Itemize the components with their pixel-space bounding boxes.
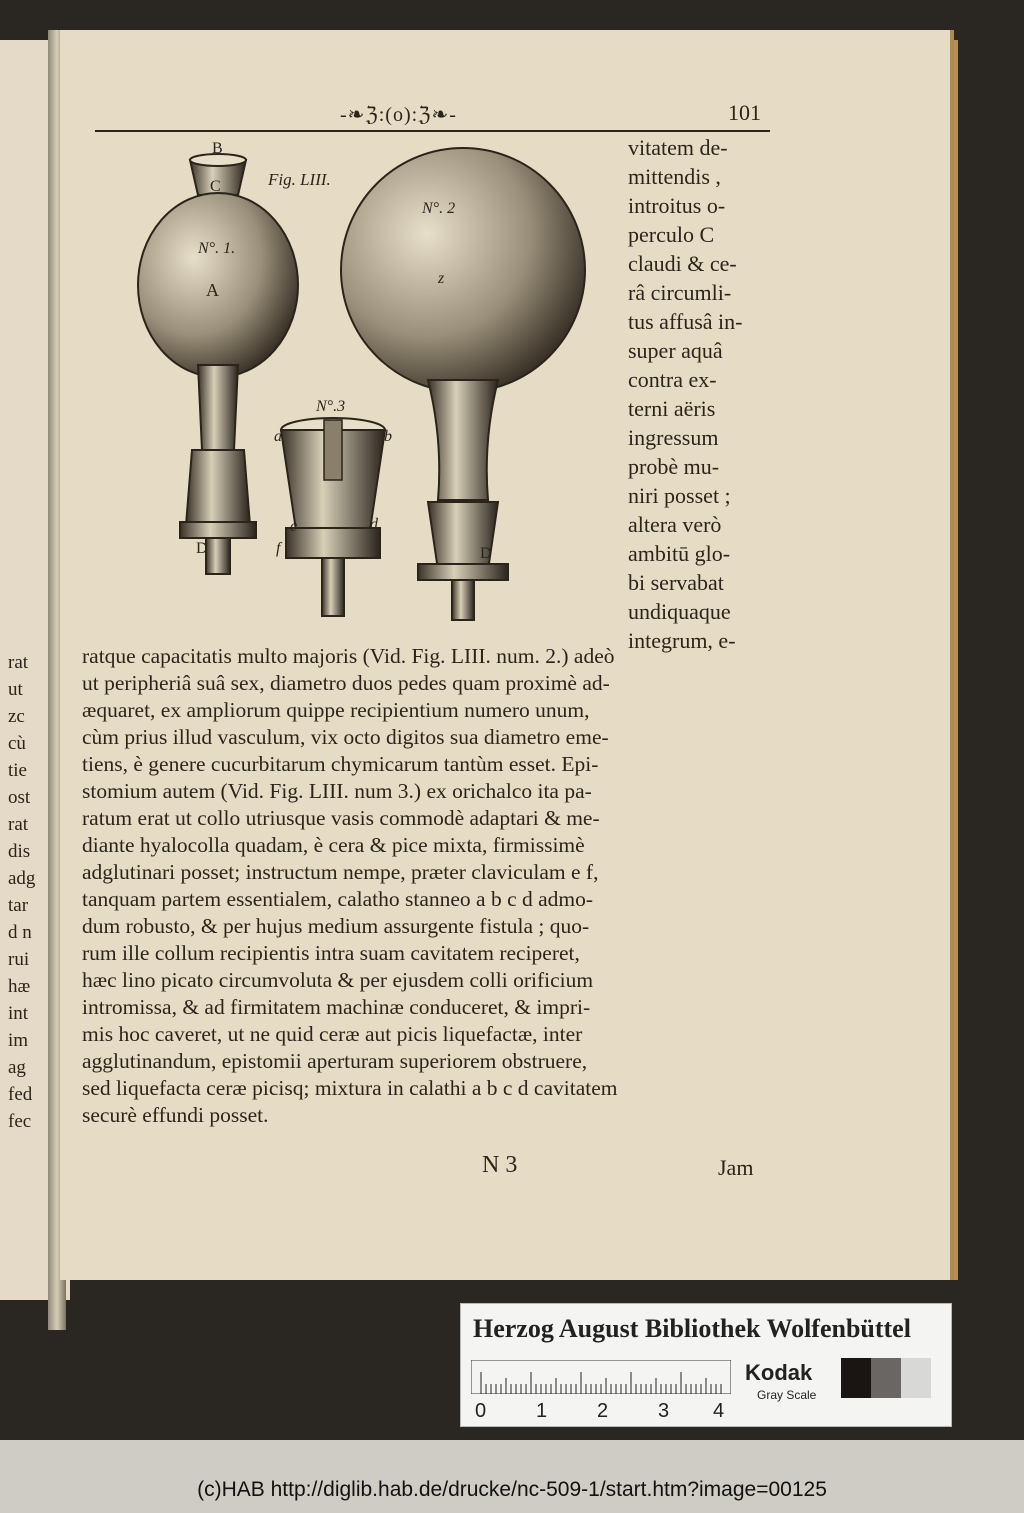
library-name: Herzog August Bibliothek Wolfenbüttel	[473, 1314, 911, 1343]
body-line: dum robusto, & per hujus medium assurgente fistula ; quo-	[82, 914, 590, 938]
gray-swatch-black	[841, 1358, 871, 1398]
header-ornament: -❧ℨ:(o):ℨ❧-	[340, 104, 457, 126]
page-number: 101	[728, 100, 761, 125]
body-line: ratum erat ut collo utriusque vasis commodè adaptari & me-	[82, 806, 600, 830]
column-line: super aquâ	[628, 338, 723, 363]
figure-engraving	[88, 140, 628, 640]
catchword: Jam	[718, 1155, 754, 1180]
facing-fragment: adg	[8, 868, 36, 889]
body-line: tanquam partem essentialem, calatho stanneo a b c d admo-	[82, 887, 594, 911]
color-target-card	[460, 1303, 952, 1427]
ruler-number: 2	[597, 1400, 609, 1422]
gray-swatch-light	[901, 1358, 931, 1398]
copyright-credit: (c)HAB http://diglib.hab.de/drucke/nc-509-1/start.htm?image=00125	[197, 1478, 827, 1501]
label-d2: D	[480, 545, 492, 562]
column-line: probè mu-	[628, 454, 720, 479]
body-line: rum ille collum recipientis intra suam cavitatem reciperet,	[82, 941, 580, 965]
body-line: agglutinandum, epistomii aperturam superiorem obstruere,	[82, 1049, 588, 1073]
facing-fragment: ut	[8, 679, 23, 700]
column-line: undiquaque	[628, 599, 731, 624]
header-rule	[95, 130, 770, 132]
flask-no1	[138, 154, 298, 574]
gray-swatch-dark	[871, 1358, 901, 1398]
column-line: contra ex-	[628, 367, 717, 392]
facing-fragment: fed	[8, 1084, 33, 1105]
facing-fragment: hæ	[8, 976, 31, 997]
facing-fragment: tar	[8, 895, 29, 916]
facing-fragment: fec	[8, 1111, 32, 1132]
column-line: ingressum	[628, 425, 719, 450]
column-line: terni aëris	[628, 396, 716, 421]
label-no2: N°. 2	[422, 200, 456, 217]
label-a: a	[274, 428, 282, 445]
facing-fragment: d n	[8, 922, 32, 943]
ruler-number: 3	[658, 1400, 670, 1422]
facing-fragment: zc	[8, 706, 25, 727]
facing-fragment: dis	[8, 841, 31, 862]
column-line: ambitū glo-	[628, 541, 731, 566]
gray-scale-label: Gray Scale	[757, 1388, 817, 1402]
body-line: stomium autem (Vid. Fig. LIII. num 3.) ex orichalco ita pa-	[82, 779, 592, 803]
body-line: diante hyalocolla quadam, è cera & pice mixta, firmissimè	[82, 833, 585, 857]
column-line: râ circumli-	[628, 280, 732, 305]
column-line: mittendis ,	[628, 164, 721, 189]
book-page	[60, 30, 950, 1280]
label-c: c	[290, 518, 298, 535]
label-no1: N°. 1.	[198, 240, 236, 257]
body-line: hæc lino picato circumvoluta & per ejusdem colli orificium	[82, 968, 594, 992]
label-a-upper: A	[206, 280, 219, 300]
body-line: securè effundi posset.	[82, 1103, 269, 1127]
column-line: altera verò	[628, 512, 722, 537]
figure-title: Fig. LIII.	[268, 170, 331, 189]
body-line: sed liquefacta ceræ picisq; mixtura in calathi a b c d cavitatem	[82, 1076, 618, 1100]
flasks-illustration	[88, 140, 628, 640]
label-b-upper: B	[212, 140, 223, 157]
body-line: cùm prius illud vasculum, vix octo digitos sua diametro eme-	[82, 725, 609, 749]
column-line: perculo C	[628, 222, 715, 247]
body-line: ratque capacitatis multo majoris (Vid. Fig. LIII. num. 2.) adeò	[82, 644, 615, 668]
label-z: z	[438, 270, 445, 287]
ruler-number: 1	[536, 1400, 548, 1422]
column-line: introitus o-	[628, 193, 726, 218]
facing-fragment: cù	[8, 733, 26, 754]
kodak-brand: Kodak	[745, 1360, 813, 1385]
body-line: ut peripheriâ suâ sex, diametro duos pedes quam proximè ad-	[82, 671, 610, 695]
column-line: bi servabat	[628, 570, 724, 595]
facing-fragment: rat	[8, 652, 29, 673]
body-line: mis hoc caveret, ut ne quid ceræ aut picis liquefactæ, inter	[82, 1022, 583, 1046]
facing-fragment: im	[8, 1030, 29, 1051]
label-no3: N°.3	[316, 398, 346, 415]
body-line: intromissa, & ad firmitatem machinæ conduceret, & impri-	[82, 995, 591, 1019]
printer-signature: N 3	[482, 1152, 518, 1178]
label-f: f	[276, 540, 281, 557]
column-line: integrum, e-	[628, 628, 736, 653]
ruler	[471, 1360, 731, 1394]
column-line: niri posset ;	[628, 483, 731, 508]
facing-fragment: ag	[8, 1057, 26, 1078]
facing-fragment: ost	[8, 787, 31, 808]
body-line: tiens, è genere cucurbitarum chymicarum tantùm esset. Epi-	[82, 752, 599, 776]
facing-fragment: rat	[8, 814, 29, 835]
label-b: b	[384, 428, 392, 445]
body-line: adglutinari posset; instructum nempe, præter claviculam e f,	[82, 860, 599, 884]
column-line: vitatem de-	[628, 135, 728, 160]
body-line: æquaret, ex ampliorum quippe recipientium numero unum,	[82, 698, 590, 722]
column-line: claudi & ce-	[628, 251, 737, 276]
ruler-number: 4	[713, 1400, 725, 1422]
label-d1: D	[196, 540, 208, 557]
facing-fragment: tie	[8, 760, 27, 781]
label-c-upper: C	[210, 178, 221, 195]
column-line: tus affusâ in-	[628, 309, 743, 334]
ruler-number: 0	[475, 1400, 487, 1422]
facing-fragment: int	[8, 1003, 29, 1024]
facing-fragment: rui	[8, 949, 30, 970]
label-d: d	[370, 516, 378, 533]
